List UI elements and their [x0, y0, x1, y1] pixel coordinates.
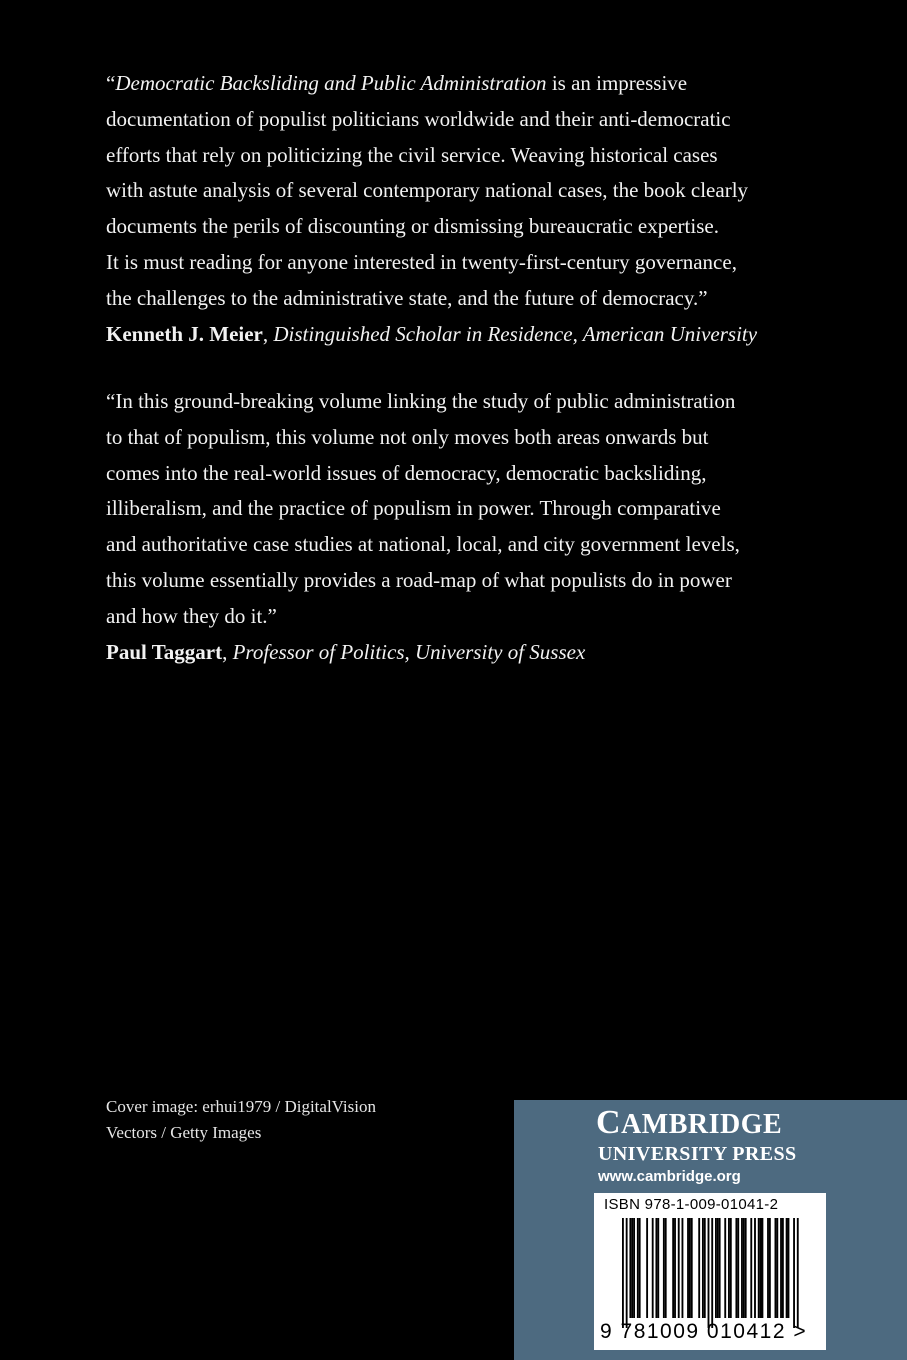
- barcode-bar: [637, 1218, 639, 1318]
- quote-line: and how they do it.”: [106, 603, 277, 628]
- barcode-bar: [775, 1218, 777, 1318]
- credit-line: Cover image: erhui1979 / DigitalVision: [106, 1097, 376, 1116]
- endorser-name: Paul Taggart: [106, 639, 223, 664]
- endorser-title: Distinguished Scholar in Residence, American University: [273, 321, 758, 346]
- quote-line: efforts that rely on politicizing the civil service. Weaving historical cases: [106, 142, 718, 167]
- book-title: Democratic Backsliding and Public Administration: [115, 71, 547, 95]
- endorser-attribution: Kenneth J. Meier, Distinguished Scholar in Residence, American University: [106, 321, 758, 346]
- barcode-bar: [776, 1218, 778, 1318]
- barcode-bar: [639, 1218, 641, 1318]
- barcode-bar: [646, 1218, 648, 1318]
- barcode-bar: [629, 1218, 631, 1318]
- quote-line: [106, 66, 826, 102]
- barcode-bar: [663, 1218, 665, 1318]
- barcode-bar: [735, 1218, 737, 1318]
- barcode-bar: [717, 1218, 719, 1318]
- barcode-bar: [782, 1218, 784, 1318]
- barcode-bar: [754, 1218, 756, 1318]
- endorser-name: Kenneth J. Meier: [106, 321, 263, 346]
- barcode-bar: [760, 1218, 762, 1318]
- barcode-bar: [691, 1218, 693, 1318]
- barcode-bar: [762, 1218, 764, 1318]
- barcode-bar: [711, 1218, 713, 1328]
- barcode-bar: [631, 1218, 633, 1318]
- barcode-bar: [758, 1218, 760, 1318]
- quote-line: the challenges to the administrative state, and the future of democracy.”: [106, 285, 708, 310]
- barcode-bar: [678, 1218, 680, 1318]
- barcode-bar: [741, 1218, 743, 1318]
- barcode-digits: 9 781009 010412 >: [600, 1320, 808, 1343]
- quote-open-mark: “: [106, 71, 116, 95]
- barcode-label: [594, 1193, 826, 1350]
- barcode-bar: [708, 1218, 710, 1328]
- barcode-bar: [633, 1218, 635, 1318]
- barcode-bar: [737, 1218, 739, 1318]
- barcode-bar: [730, 1218, 732, 1318]
- quote-line: comes into the real-world issues of democracy, democratic backsliding,: [106, 460, 707, 485]
- publisher-logo-wordmark: [596, 1104, 782, 1142]
- quote-line: and authoritative case studies at national, local, and city government levels,: [106, 532, 740, 557]
- barcode-bar: [687, 1218, 689, 1318]
- barcode-bar: [626, 1218, 628, 1328]
- barcode-bar: [689, 1218, 691, 1318]
- barcode-bar: [788, 1218, 790, 1318]
- quote-line: documentation of populist politicians worldwide and their anti-democratic: [106, 106, 731, 131]
- barcode-bar: [719, 1218, 721, 1318]
- quote-line: “In this ground-breaking volume linking the study of public administration: [106, 389, 736, 413]
- barcode-bar: [793, 1218, 795, 1328]
- barcode-bar: [728, 1218, 730, 1318]
- publisher-subtitle: UNIVERSITY PRESS: [598, 1143, 797, 1165]
- quote-line: documents the perils of discounting or dismissing bureaucratic expertise.: [106, 214, 719, 239]
- barcode-bar: [797, 1218, 799, 1328]
- quote-line: illiberalism, and the practice of populism in power. Through comparative: [106, 496, 721, 521]
- quote-line: to that of populism, this volume not only moves both areas onwards but: [106, 424, 709, 449]
- quote-line: with astute analysis of several contemporary national cases, the book clearly: [106, 178, 749, 203]
- quote-text: is an impressive: [546, 71, 688, 95]
- barcode-bar: [622, 1218, 624, 1328]
- barcode-bar: [657, 1218, 659, 1318]
- barcode-bar: [769, 1218, 771, 1318]
- endorsement-taggart: [106, 384, 826, 670]
- barcode-bar: [652, 1218, 654, 1318]
- barcode-bar: [780, 1218, 782, 1318]
- publisher-panel: [514, 1100, 907, 1360]
- barcode-bar: [704, 1218, 706, 1318]
- barcode-bar: [745, 1218, 747, 1318]
- barcode-bar: [786, 1218, 788, 1318]
- barcode-bar: [724, 1218, 726, 1318]
- endorser-title: Professor of Politics, University of Sussex: [232, 639, 586, 664]
- quote-line: It is must reading for anyone interested in twenty-first-century governance,: [106, 249, 737, 274]
- barcode-bar: [767, 1218, 769, 1318]
- barcode-bar: [672, 1218, 674, 1318]
- barcode-bar: [698, 1218, 700, 1318]
- barcode-bar: [682, 1218, 684, 1318]
- publisher-name-rest: AMBRIDGE: [621, 1109, 783, 1140]
- isbn-number: ISBN 978-1-009-01041-2: [604, 1196, 779, 1213]
- endorser-attribution: Paul Taggart, Professor of Politics, University of Sussex: [106, 639, 586, 664]
- publisher-url: www.cambridge.org: [598, 1168, 741, 1185]
- barcode-bar: [655, 1218, 657, 1318]
- barcode-bar: [665, 1218, 667, 1318]
- barcode-bar: [674, 1218, 676, 1318]
- barcode-bar: [715, 1218, 717, 1318]
- publisher-initial: C: [596, 1104, 622, 1141]
- cover-image-credit: [106, 1094, 376, 1146]
- barcode-bar: [702, 1218, 704, 1318]
- endorsement-meier: [106, 66, 826, 352]
- barcode-bar: [743, 1218, 745, 1318]
- barcode-bar: [750, 1218, 752, 1318]
- credit-line: Vectors / Getty Images: [106, 1123, 262, 1142]
- quote-line: this volume essentially provides a road-map of what populists do in power: [106, 567, 732, 592]
